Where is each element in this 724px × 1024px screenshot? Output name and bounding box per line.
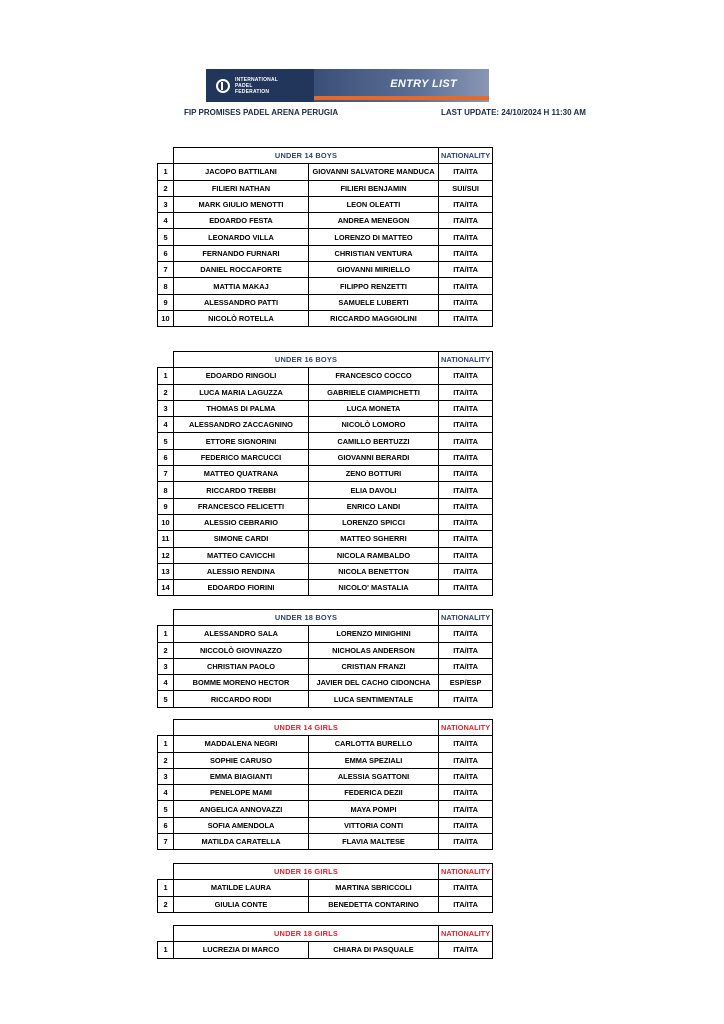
table-row (158, 196, 493, 212)
player-1: MATILDE LAURA (174, 880, 309, 896)
nationality: ITA/ITA (439, 942, 493, 958)
player-1: GIULIA CONTE (174, 896, 309, 912)
seed-number: 5 (158, 229, 174, 245)
player-2: LORENZO DI MATTEO (309, 229, 439, 245)
nationality: ITA/ITA (439, 642, 493, 658)
player-1: THOMAS DI PALMA (174, 400, 309, 416)
seed-number: 2 (158, 642, 174, 658)
category-header-row (158, 610, 493, 626)
seed-number: 3 (158, 768, 174, 784)
header-banner (206, 69, 489, 102)
table-row (158, 942, 493, 958)
nationality-header: NATIONALITY (439, 926, 493, 942)
player-2: NICOLA RAMBALDO (309, 547, 439, 563)
player-2: EMMA SPEZIALI (309, 752, 439, 768)
player-2: ENRICO LANDI (309, 498, 439, 514)
table-row (158, 180, 493, 196)
player-2: LORENZO SPICCI (309, 514, 439, 530)
player-2: NICOLO' MASTALIA (309, 580, 439, 596)
nationality: ITA/ITA (439, 294, 493, 310)
player-1: NICOLÒ ROTELLA (174, 310, 309, 326)
fip-logo (206, 69, 314, 102)
player-1: LUCA MARIA LAGUZZA (174, 384, 309, 400)
player-1: SOFIA AMENDOLA (174, 817, 309, 833)
nationality: ITA/ITA (439, 896, 493, 912)
logo-line-3: FEDERATION (235, 88, 270, 95)
player-1: ETTORE SIGNORINI (174, 433, 309, 449)
player-2: FILIPPO RENZETTI (309, 278, 439, 294)
seed-number: 13 (158, 563, 174, 579)
player-1: ALESSANDRO PATTI (174, 294, 309, 310)
seed-number: 6 (158, 449, 174, 465)
nationality: ITA/ITA (439, 801, 493, 817)
player-1: EDOARDO FIORINI (174, 580, 309, 596)
player-1: FERNANDO FURNARI (174, 245, 309, 261)
category-table (157, 147, 493, 327)
player-2: ELIA DAVOLI (309, 482, 439, 498)
table-row (158, 580, 493, 596)
nationality: ITA/ITA (439, 785, 493, 801)
seed-number: 8 (158, 278, 174, 294)
table-row (158, 466, 493, 482)
player-1: BOMME MORENO HECTOR (174, 675, 309, 691)
player-2: MAYA POMPI (309, 801, 439, 817)
player-2: ANDREA MENEGON (309, 213, 439, 229)
table-row (158, 817, 493, 833)
nationality: ITA/ITA (439, 880, 493, 896)
category-table (157, 609, 493, 708)
nationality: ITA/ITA (439, 531, 493, 547)
seed-number: 10 (158, 514, 174, 530)
nationality: ITA/ITA (439, 164, 493, 180)
category-header-row (158, 720, 493, 736)
padel-ball-icon (216, 79, 230, 93)
seed-number: 1 (158, 368, 174, 384)
table-row (158, 262, 493, 278)
seed-number: 7 (158, 466, 174, 482)
category-header-row (158, 864, 493, 880)
table-row (158, 417, 493, 433)
nationality: ITA/ITA (439, 245, 493, 261)
player-2: NICOLA BENETTON (309, 563, 439, 579)
category-table (157, 925, 493, 959)
player-2: BENEDETTA CONTARINO (309, 896, 439, 912)
nationality: ITA/ITA (439, 368, 493, 384)
player-2: RICCARDO MAGGIOLINI (309, 310, 439, 326)
nationality: ITA/ITA (439, 213, 493, 229)
player-1: NICCOLÒ GIOVINAZZO (174, 642, 309, 658)
player-1: DANIEL ROCCAFORTE (174, 262, 309, 278)
seed-number: 5 (158, 691, 174, 707)
table-row (158, 482, 493, 498)
seed-number: 6 (158, 245, 174, 261)
category-title: UNDER 14 GIRLS (174, 720, 439, 736)
last-update: LAST UPDATE: 24/10/2024 H 11:30 AM (441, 108, 586, 117)
seed-number: 12 (158, 547, 174, 563)
table-row (158, 514, 493, 530)
nationality: ITA/ITA (439, 229, 493, 245)
nationality-header: NATIONALITY (439, 148, 493, 164)
table-row (158, 278, 493, 294)
nationality: ITA/ITA (439, 433, 493, 449)
table-row (158, 834, 493, 850)
table-row (158, 245, 493, 261)
table-row (158, 229, 493, 245)
seed-number: 3 (158, 196, 174, 212)
table-row (158, 213, 493, 229)
seed-number: 1 (158, 626, 174, 642)
table-row (158, 752, 493, 768)
nationality: ITA/ITA (439, 626, 493, 642)
seed-number: 8 (158, 482, 174, 498)
category-header-row (158, 352, 493, 368)
nationality-header: NATIONALITY (439, 864, 493, 880)
seed-number: 9 (158, 498, 174, 514)
nationality: ITA/ITA (439, 834, 493, 850)
category-table (157, 351, 493, 596)
table-row (158, 658, 493, 674)
player-1: MADDALENA NEGRI (174, 736, 309, 752)
player-2: CHIARA DI PASQUALE (309, 942, 439, 958)
seed-number: 9 (158, 294, 174, 310)
table-row (158, 433, 493, 449)
player-2: ZENO BOTTURI (309, 466, 439, 482)
seed-number: 11 (158, 531, 174, 547)
player-1: FEDERICO MARCUCCI (174, 449, 309, 465)
player-2: VITTORIA CONTI (309, 817, 439, 833)
logo-line-1: INTERNATIONAL (235, 76, 279, 83)
seed-number: 2 (158, 384, 174, 400)
player-1: ALESSIO CEBRARIO (174, 514, 309, 530)
player-2: LUCA SENTIMENTALE (309, 691, 439, 707)
player-1: MATTIA MAKAJ (174, 278, 309, 294)
player-2: NICHOLAS ANDERSON (309, 642, 439, 658)
seed-number: 1 (158, 736, 174, 752)
player-1: SOPHIE CARUSO (174, 752, 309, 768)
seed-number: 5 (158, 801, 174, 817)
seed-number: 4 (158, 785, 174, 801)
category-title: UNDER 16 BOYS (174, 352, 439, 368)
player-2: FILIERI BENJAMIN (309, 180, 439, 196)
nationality: ITA/ITA (439, 514, 493, 530)
seed-number: 3 (158, 658, 174, 674)
player-2: FRANCESCO COCCO (309, 368, 439, 384)
seed-number: 1 (158, 942, 174, 958)
player-1: ALESSIO RENDINA (174, 563, 309, 579)
table-row (158, 294, 493, 310)
player-2: MARTINA SBRICCOLI (309, 880, 439, 896)
table-row (158, 547, 493, 563)
table-row (158, 563, 493, 579)
table-row (158, 880, 493, 896)
player-1: MARK GIULIO MENOTTI (174, 196, 309, 212)
nationality: ITA/ITA (439, 547, 493, 563)
seed-number: 1 (158, 880, 174, 896)
nationality: ESP/ESP (439, 675, 493, 691)
nationality: ITA/ITA (439, 196, 493, 212)
nationality: ITA/ITA (439, 752, 493, 768)
nationality: SUI/SUI (439, 180, 493, 196)
category-title: UNDER 18 GIRLS (174, 926, 439, 942)
player-2: JAVIER DEL CACHO CIDONCHA (309, 675, 439, 691)
event-name: FIP PROMISES PADEL ARENA PERUGIA (184, 108, 339, 117)
table-row (158, 626, 493, 642)
player-1: EMMA BIAGIANTI (174, 768, 309, 784)
table-row (158, 675, 493, 691)
nationality-header: NATIONALITY (439, 352, 493, 368)
nationality: ITA/ITA (439, 384, 493, 400)
seed-number: 4 (158, 417, 174, 433)
nationality: ITA/ITA (439, 768, 493, 784)
player-1: MATILDA CARATELLA (174, 834, 309, 850)
player-1: ANGELICA ANNOVAZZI (174, 801, 309, 817)
player-1: FRANCESCO FELICETTI (174, 498, 309, 514)
seed-number: 14 (158, 580, 174, 596)
seed-number: 5 (158, 433, 174, 449)
nationality: ITA/ITA (439, 658, 493, 674)
nationality-header: NATIONALITY (439, 720, 493, 736)
nationality: ITA/ITA (439, 691, 493, 707)
player-2: CARLOTTA BURELLO (309, 736, 439, 752)
nationality: ITA/ITA (439, 563, 493, 579)
player-2: FEDERICA DEZII (309, 785, 439, 801)
category-title: UNDER 18 BOYS (174, 610, 439, 626)
player-1: EDOARDO FESTA (174, 213, 309, 229)
player-2: GIOVANNI MIRIELLO (309, 262, 439, 278)
category-title: UNDER 16 GIRLS (174, 864, 439, 880)
table-row (158, 785, 493, 801)
nationality-header: NATIONALITY (439, 610, 493, 626)
seed-number: 1 (158, 164, 174, 180)
player-1: FILIERI NATHAN (174, 180, 309, 196)
category-table (157, 719, 493, 850)
player-1: LEONARDO VILLA (174, 229, 309, 245)
player-2: CAMILLO BERTUZZI (309, 433, 439, 449)
nationality: ITA/ITA (439, 736, 493, 752)
player-2: LORENZO MINIGHINI (309, 626, 439, 642)
player-1: JACOPO BATTILANI (174, 164, 309, 180)
nationality: ITA/ITA (439, 817, 493, 833)
player-2: GIOVANNI SALVATORE MANDUCA (309, 164, 439, 180)
seed-number: 10 (158, 310, 174, 326)
player-2: ALESSIA SGATTONI (309, 768, 439, 784)
seed-number: 2 (158, 896, 174, 912)
table-row (158, 642, 493, 658)
player-2: MATTEO SGHERRI (309, 531, 439, 547)
player-2: CRISTIAN FRANZI (309, 658, 439, 674)
player-1: ALESSANDRO SALA (174, 626, 309, 642)
table-row (158, 736, 493, 752)
table-row (158, 384, 493, 400)
nationality: ITA/ITA (439, 482, 493, 498)
category-table (157, 863, 493, 913)
seed-number: 4 (158, 675, 174, 691)
table-row (158, 801, 493, 817)
nationality: ITA/ITA (439, 417, 493, 433)
seed-number: 2 (158, 180, 174, 196)
nationality: ITA/ITA (439, 580, 493, 596)
category-header-row (158, 926, 493, 942)
nationality: ITA/ITA (439, 466, 493, 482)
seed-number: 6 (158, 817, 174, 833)
table-row (158, 896, 493, 912)
player-2: CHRISTIAN VENTURA (309, 245, 439, 261)
player-2: FLAVIA MALTESE (309, 834, 439, 850)
player-2: LEON OLEATTI (309, 196, 439, 212)
player-1: MATTEO QUATRANA (174, 466, 309, 482)
logo-line-2: PADEL (235, 82, 253, 89)
nationality: ITA/ITA (439, 498, 493, 514)
player-1: RICCARDO TREBBI (174, 482, 309, 498)
table-row (158, 498, 493, 514)
player-1: RICCARDO RODI (174, 691, 309, 707)
table-row (158, 531, 493, 547)
nationality: ITA/ITA (439, 262, 493, 278)
banner-stripe (314, 96, 489, 100)
table-row (158, 400, 493, 416)
player-1: SIMONE CARDI (174, 531, 309, 547)
nationality: ITA/ITA (439, 310, 493, 326)
player-2: LUCA MONETA (309, 400, 439, 416)
entry-list-title: ENTRY LIST (390, 78, 457, 90)
table-row (158, 368, 493, 384)
category-title: UNDER 14 BOYS (174, 148, 439, 164)
player-2: GIOVANNI BERARDI (309, 449, 439, 465)
seed-number: 4 (158, 213, 174, 229)
nationality: ITA/ITA (439, 400, 493, 416)
table-row (158, 449, 493, 465)
table-row (158, 768, 493, 784)
seed-number: 3 (158, 400, 174, 416)
player-2: GABRIELE CIAMPICHETTI (309, 384, 439, 400)
table-row (158, 310, 493, 326)
table-row (158, 691, 493, 707)
category-header-row (158, 148, 493, 164)
player-1: ALESSANDRO ZACCAGNINO (174, 417, 309, 433)
nationality: ITA/ITA (439, 449, 493, 465)
seed-number: 7 (158, 262, 174, 278)
player-1: MATTEO CAVICCHI (174, 547, 309, 563)
player-1: CHRISTIAN PAOLO (174, 658, 309, 674)
player-2: NICOLÒ LOMORO (309, 417, 439, 433)
seed-number: 2 (158, 752, 174, 768)
nationality: ITA/ITA (439, 278, 493, 294)
table-row (158, 164, 493, 180)
player-1: EDOARDO RINGOLI (174, 368, 309, 384)
seed-number: 7 (158, 834, 174, 850)
player-2: SAMUELE LUBERTI (309, 294, 439, 310)
player-1: LUCREZIA DI MARCO (174, 942, 309, 958)
player-1: PENELOPE MAMI (174, 785, 309, 801)
